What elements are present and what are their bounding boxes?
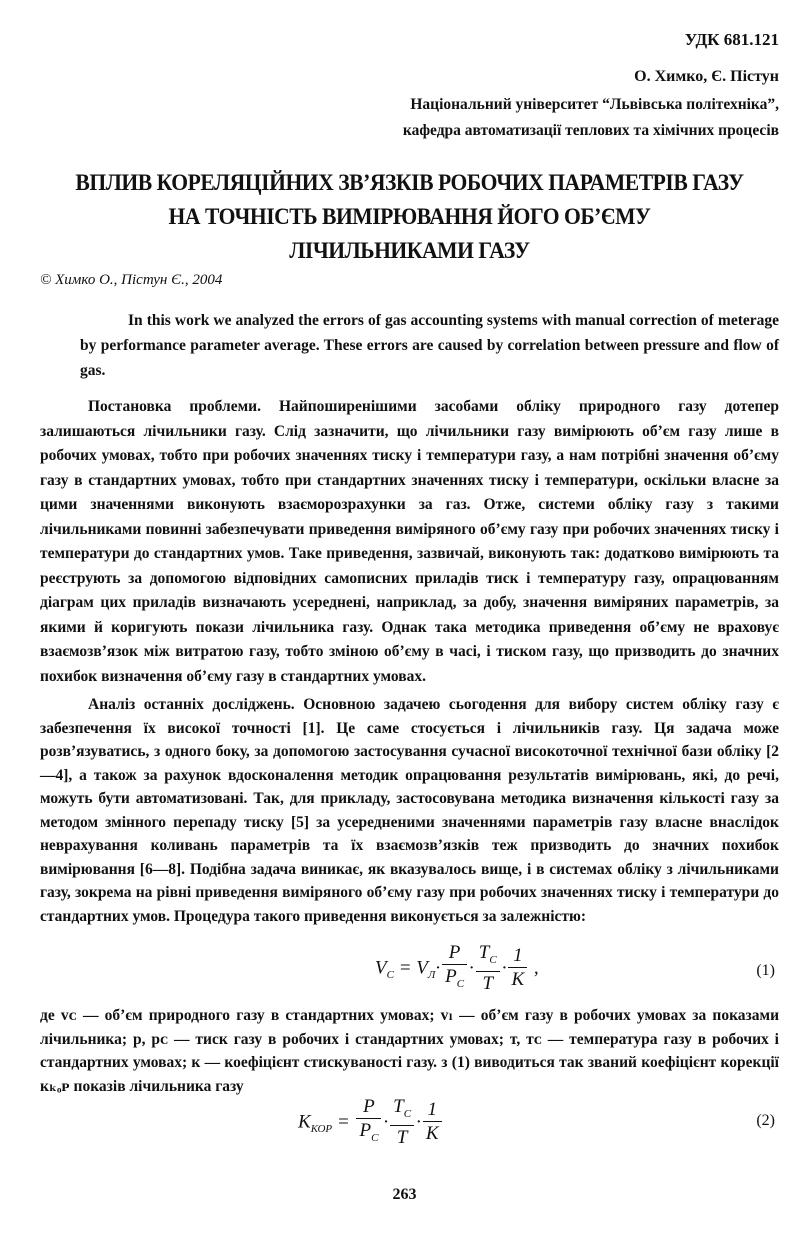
abstract: In this work we analyzed the errors of gas accounting systems with manual correction of meterage by performance parameter average. These errors are caused by correlation between pressure and flow of gas. <box>80 312 779 379</box>
title-line-1: ВПЛИВ КОРЕЛЯЦІЙНИХ ЗВ’ЯЗКІВ РОБОЧИХ ПАРАМЕТРІВ ГАЗУ <box>75 170 744 195</box>
formula-1-frac-k: $\frac{1}{K}$ <box>508 945 527 992</box>
authors: О. Химко, Є. Пістун <box>634 68 779 85</box>
affiliation <box>403 92 779 144</box>
formula-1-tail: , <box>529 957 539 979</box>
page-number: 263 <box>392 1186 417 1203</box>
formula-1-lhs-sub: C <box>386 969 394 982</box>
formula-2-frac-p: $\frac{P}{P_C}$ <box>356 1096 381 1150</box>
section-recent-research <box>40 693 779 928</box>
title-line-3: ЛІЧИЛЬНИКАМИ ГАЗУ <box>289 238 530 263</box>
equation-number-2: (2) <box>756 1112 775 1129</box>
title-line-2: НА ТОЧНІСТЬ ВИМІРЮВАННЯ ЙОГО ОБ’ЄМУ <box>168 204 651 229</box>
affiliation-line-1: Національний університет “Львівська політехніка”, <box>410 96 779 113</box>
section-lead-problem: Постановка проблеми. <box>88 398 261 415</box>
formula-1-frac-t: $\frac{T_C}{T}$ <box>476 942 500 996</box>
formula-1-eq: = <box>393 957 417 979</box>
affiliation-line-2: кафедра автоматизації теплових та хімічних процесів <box>402 122 779 139</box>
formula-2-frac-k: $\frac{1}{K}$ <box>423 1099 442 1146</box>
udk-code: УДК 681.121 <box>684 30 779 49</box>
formula-2-frac-t: $\frac{T_C}{T}$ <box>390 1096 414 1150</box>
formula-1-v-sub: Л <box>427 969 436 982</box>
formula-1-frac-p: $\frac{P}{P_C}$ <box>442 942 467 996</box>
paper-title <box>62 166 757 268</box>
formula-2-eq: = <box>332 1111 355 1133</box>
section-problem-statement <box>40 395 779 689</box>
section-lead-research: Аналіз останніх досліджень. <box>88 696 295 713</box>
formula-1: $V_C = V_Л\cdot$ $\frac{P}{P_C}$ · $\frac{T_C}{T}$ · $\frac{1}{K}$ , <box>375 942 539 994</box>
section-text-problem: Найпоширенішими засобами обліку природного газу дотепер залишаються лічильники газу. Слід зазначити, що лічильники газу вимірюють об’єм газу лише в робочих умовах, тобто при робочих значеннях тиску і температури газу, а нам потрібні значення об’єму газу в стандартних умовах, тобто при стандартних значеннях тиску і температури, оскільки власне за цими значеннями виконують взаєморозрахунки за газ. Отже, системи обліку газу з такими лічильниками повинні забезпечувати приведення виміряного об’єму газу при робочих значеннях тиску і температури до стандартних умов. Таке приведення, зазвичай, виконують так: додатково вимірюють та реєструють за допомогою відповідних самописних приладів тиск і температуру газу, опрацюванням діаграм цих приладів визначають усереднені, наприклад, за добу, значення виміряних параметрів, за якими й коригують покази лічильника газу. Однак така методика приведення об’єму не враховує взаємозв’язок між витратою газу, тобто зміною об’єму в часі, і тиском газу, що призводить до значних похибок визначення об’єму газу в стандартних умовах. <box>40 398 779 685</box>
copyright-line: © Химко О., Пістун Є., 2004 <box>40 272 223 288</box>
formula-1-v: V <box>416 957 428 979</box>
equation-number-1: (1) <box>756 962 775 979</box>
formula-2-lhs: K <box>298 1111 311 1133</box>
section-text-research: Основною задачею сьогодення для вибору систем обліку газу є забезпечення їх високої точності [1]. Це саме стосується і лічильників газу. Ця задача може розв’язуватись, з одного боку, за допомогою застосування сучасної високоточної технічної бази обліку [2—4], а також за рахунок вдосконалення методик опрацювання результатів вимірювань, які, до речі, можуть бути автоматизовані. Так, для прикладу, застосовувана методика визначення кількості газу за методом змінного перепаду тиску [5] за усередненими значеннями параметрів газу власне внаслідок неврахування коливань параметрів та їх взаємозв’язків теж призводить до значних похибок вимірювання [6—8]. Подібна задача виникає, як вказувалось вище, і в системах обліку з лічильниками газу, зокрема на рівні приведення виміряного об’єму газу при робочих значеннях тиску і температури до стандартних умов. Процедура такого приведення виконується за залежністю: <box>40 696 780 925</box>
formula-2-lhs-sub: КОР <box>310 1123 333 1136</box>
variable-definitions: де vᴄ — об’єм природного газу в стандартних умовах; vₗ — об’єм газу в робочих умовах за показами лічильника; p, pᴄ — тиск газу в робочих і стандартних умовах; т, тᴄ — температура газу в робочих і стандартних умовах; к — коефіцієнт стискуваності газу. з (1) виводиться так званий коефіцієнт корекції кₖₒᴘ показів лічильника газу <box>40 1007 779 1095</box>
formula-1-lhs: V <box>375 957 387 979</box>
formula-2: $K_{КОР}$ = $\frac{P}{P_C}$ · $\frac{T_C}{T}$ · $\frac{1}{K}$ <box>298 1096 444 1150</box>
